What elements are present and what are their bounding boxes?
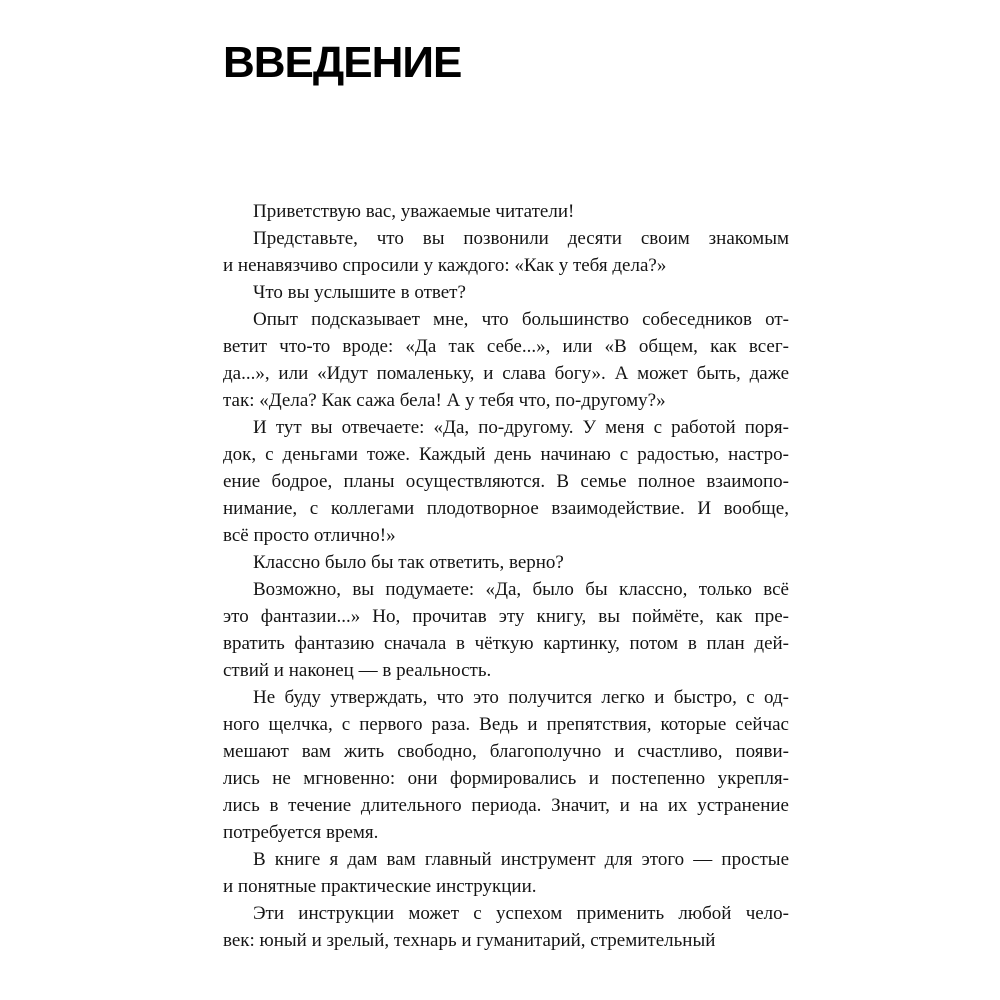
text-line: ение бодрое, планы осуществляются. В семье полное взаимопо- [223,471,789,492]
text-line: мешают вам жить свободно, благополучно и счастливо, появи- [223,741,789,762]
text-line: лись не мгновенно: они формировались и постепенно укрепля- [223,768,789,789]
text-line: да...», или «Идут помаленьку, и слава богу». А может быть, даже [223,363,789,384]
text-line: В книге я дам вам главный инструмент для этого — простые [253,849,789,870]
text-line: всё просто отлично!» [223,525,396,546]
text-line: ного щелчка, с первого раза. Ведь и препятствия, которые сейчас [223,714,789,735]
chapter-title: ВВЕДЕНИЕ [223,38,462,87]
text-line: Не буду утверждать, что это получится легко и быстро, с од- [253,687,789,708]
text-line: Что вы услышите в ответ? [253,282,466,303]
text-line: Представьте, что вы позвонили десяти своим знакомым [253,228,789,249]
text-line: Приветствую вас, уважаемые читатели! [253,201,575,222]
body-text [223,198,789,954]
text-line: так: «Дела? Как сажа бела! А у тебя что, по-другому?» [223,390,666,411]
text-line: И тут вы отвечаете: «Да, по-другому. У меня с работой поря- [253,417,789,438]
text-line: Классно было бы так ответить, верно? [253,552,564,573]
text-line: и ненавязчиво спросили у каждого: «Как у тебя дела?» [223,255,667,276]
text-line: Опыт подсказывает мне, что большинство собеседников от- [253,309,789,330]
text-line: век: юный и зрелый, технарь и гуманитарий, стремительный [223,930,716,951]
text-line: лись в течение длительного периода. Значит, и на их устранение [223,795,789,816]
text-line: ствий и наконец — в реальность. [223,660,492,681]
text-line: Возможно, вы подумаете: «Да, было бы классно, только всё [253,579,789,600]
text-line: и понятные практические инструкции. [223,876,537,897]
text-line: потребуется время. [223,822,379,843]
text-line: вратить фантазию сначала в чёткую картинку, потом в план дей- [223,633,789,654]
text-line: док, с деньгами тоже. Каждый день начинаю с радостью, настро- [223,444,789,465]
text-line: Эти инструкции может с успехом применить любой чело- [253,903,789,924]
text-line: нимание, с коллегами плодотворное взаимодействие. И вообще, [223,498,789,519]
text-line: это фантазии...» Но, прочитав эту книгу, вы поймёте, как пре- [223,606,789,627]
text-line: ветит что-то вроде: «Да так себе...», или «В общем, как всег- [223,336,789,357]
